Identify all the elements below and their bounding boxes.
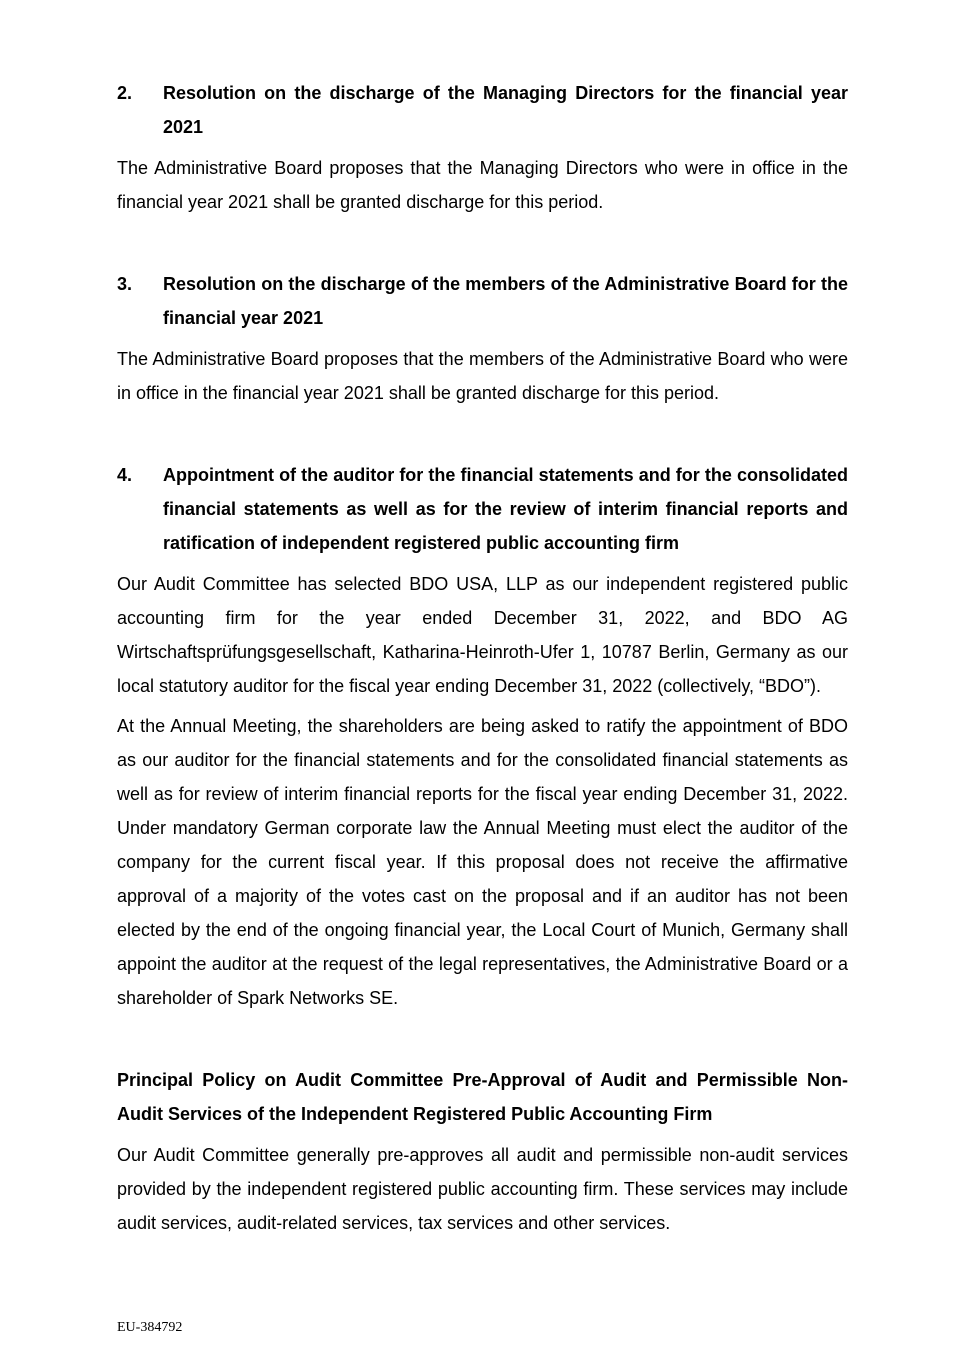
section-4 — [117, 458, 848, 1015]
section-title: Resolution on the discharge of the members of the Administrative Board for the financial year 2021 — [163, 274, 848, 328]
policy-section — [117, 1063, 848, 1240]
section-2 — [117, 76, 848, 219]
section-title: Resolution on the discharge of the Managing Directors for the financial year 2021 — [163, 83, 848, 137]
policy-heading: Principal Policy on Audit Committee Pre-Approval of Audit and Permissible Non-Audit Services of the Independent Registered Public Accounting Firm — [117, 1070, 848, 1124]
section-number: 3. — [117, 274, 133, 294]
policy-paragraph: Our Audit Committee generally pre-approves all audit and permissible non-audit services provided by the independent registered public accounting firm. These services may include audit services, audit-related services, tax services and other services. — [117, 1145, 848, 1233]
section-number: 2. — [117, 83, 133, 103]
section-heading — [117, 76, 848, 144]
section-number: 4. — [117, 465, 133, 485]
section-heading — [117, 458, 848, 560]
section-paragraph: Our Audit Committee has selected BDO USA, LLP as our independent registered public accounting firm for the year ended December 31, 2022, and BDO AG Wirtschaftsprüfungsgesellschaft, Katharina-Heinroth-Ufer 1, 10787 Berlin, Germany as our local statutory auditor for the fiscal year ending December 31, 2022 (collectively, “BDO”). — [117, 574, 848, 696]
section-paragraph: The Administrative Board proposes that the members of the Administrative Board who were in office in the financial year 2021 shall be granted discharge for this period. — [117, 349, 848, 403]
section-heading — [117, 267, 848, 335]
document-id: EU-384792 — [117, 1320, 183, 1335]
section-3 — [117, 267, 848, 410]
section-paragraph: The Administrative Board proposes that the Managing Directors who were in office in the financial year 2021 shall be granted discharge for this period. — [117, 158, 848, 212]
section-paragraph: At the Annual Meeting, the shareholders are being asked to ratify the appointment of BDO as our auditor for the financial statements and for the consolidated financial statements as well as for review of interim financial reports for the fiscal year ending December 31, 2022. Under mandatory German corporate law the Annual Meeting must elect the auditor of the company for the current fiscal year. If this proposal does not receive the affirmative approval of a majority of the votes cast on the proposal and if an auditor has not been elected by the end of the ongoing financial year, the Local Court of Munich, Germany shall appoint the auditor at the request of the legal representatives, the Administrative Board or a shareholder of Spark Networks SE. — [117, 716, 848, 1008]
section-title: Appointment of the auditor for the financial statements and for the consolidated financial statements as well as for the review of interim financial reports and ratification of independent registered public accounting firm — [163, 465, 848, 553]
document-body — [117, 76, 848, 1240]
